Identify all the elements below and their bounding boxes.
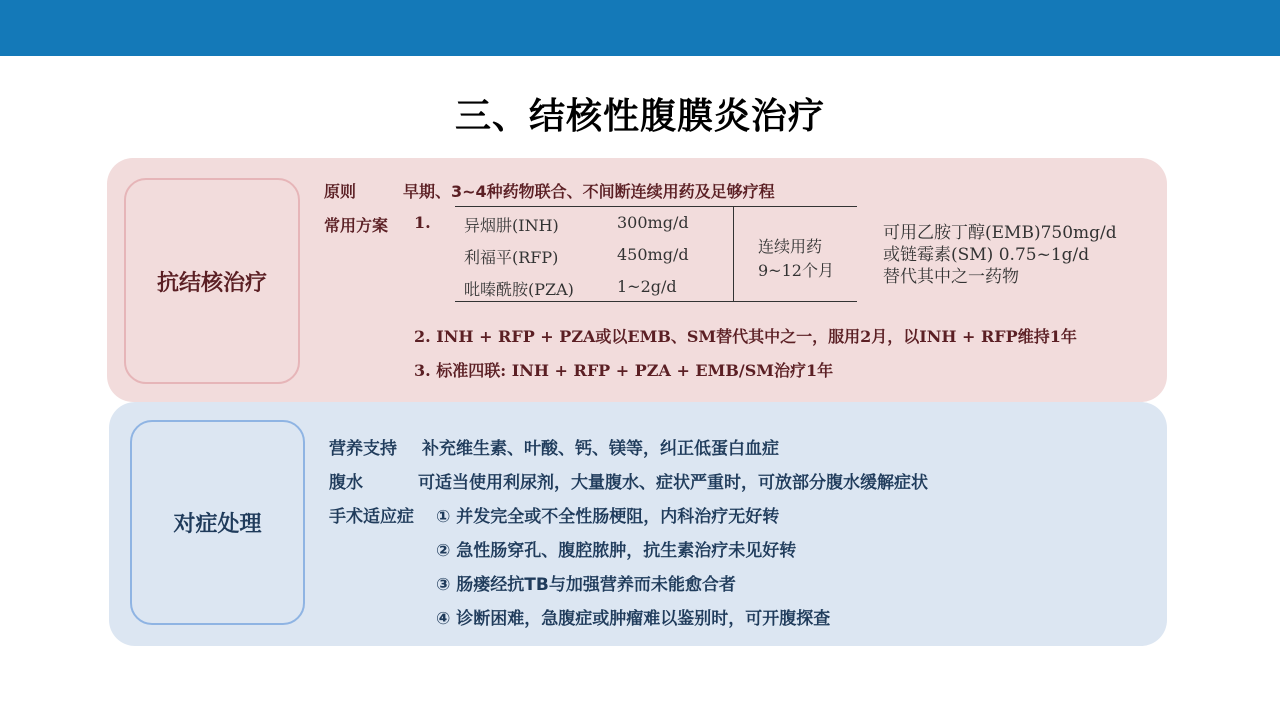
drug-name-rfp: 利福平(RFP)	[464, 248, 559, 267]
slide-title: 三、结核性腹膜炎治疗	[454, 96, 825, 137]
surgery-item-3: ③ 肠瘘经抗TB与加强营养而未能愈合者	[436, 575, 736, 595]
top-banner	[0, 0, 1280, 56]
duration-line-2: 9~12个月	[758, 261, 834, 280]
drug-dose-rfp: 450mg/d	[617, 245, 689, 264]
ascites-text: 可适当使用利尿剂，大量腹水、症状严重时，可放部分腹水缓解症状	[418, 473, 928, 493]
table-bottom-rule	[455, 301, 857, 302]
alternative-line-1: 可用乙胺丁醇(EMB)750mg/d	[883, 223, 1117, 243]
drug-name-pza: 吡嗪酰胺(PZA)	[464, 280, 574, 299]
table-divider	[733, 206, 734, 302]
alternative-line-2: 或链霉素(SM) 0.75~1g/d	[883, 245, 1090, 265]
ascites-label: 腹水	[329, 473, 363, 493]
symptomatic-label: 对症处理	[130, 420, 305, 625]
alternative-line-3: 替代其中之一药物	[883, 267, 1019, 287]
drug-dose-pza: 1~2g/d	[617, 277, 677, 296]
regimen-item-3: 3. 标准四联: INH + RFP + PZA + EMB/SM治疗1年	[414, 361, 834, 380]
surgery-label: 手术适应症	[329, 507, 414, 527]
duration-line-1: 连续用药	[758, 237, 823, 256]
surgery-item-4: ④ 诊断困难，急腹症或肿瘤难以鉴别时，可开腹探查	[436, 609, 831, 629]
nutrition-label: 营养支持	[329, 439, 397, 459]
regimen-item-1-number: 1.	[414, 213, 431, 232]
principle-label: 原则	[324, 182, 357, 201]
drug-dose-inh: 300mg/d	[617, 213, 689, 232]
principle-text: 早期、3~4种药物联合、不间断连续用药及足够疗程	[403, 182, 775, 201]
table-top-rule	[455, 206, 857, 207]
surgery-item-2: ② 急性肠穿孔、腹腔脓肿，抗生素治疗未见好转	[436, 541, 797, 561]
anti-tb-label: 抗结核治疗	[124, 178, 300, 384]
drug-name-inh: 异烟肼(INH)	[464, 216, 559, 235]
nutrition-text: 补充维生素、叶酸、钙、镁等，纠正低蛋白血症	[422, 439, 779, 459]
surgery-item-1: ① 并发完全或不全性肠梗阻，内科治疗无好转	[436, 507, 780, 527]
regimen-item-2: 2. INH + RFP + PZA或以EMB、SM替代其中之一，服用2月，以INH + RFP维持1年	[414, 327, 1077, 346]
regimen-label: 常用方案	[324, 216, 389, 235]
